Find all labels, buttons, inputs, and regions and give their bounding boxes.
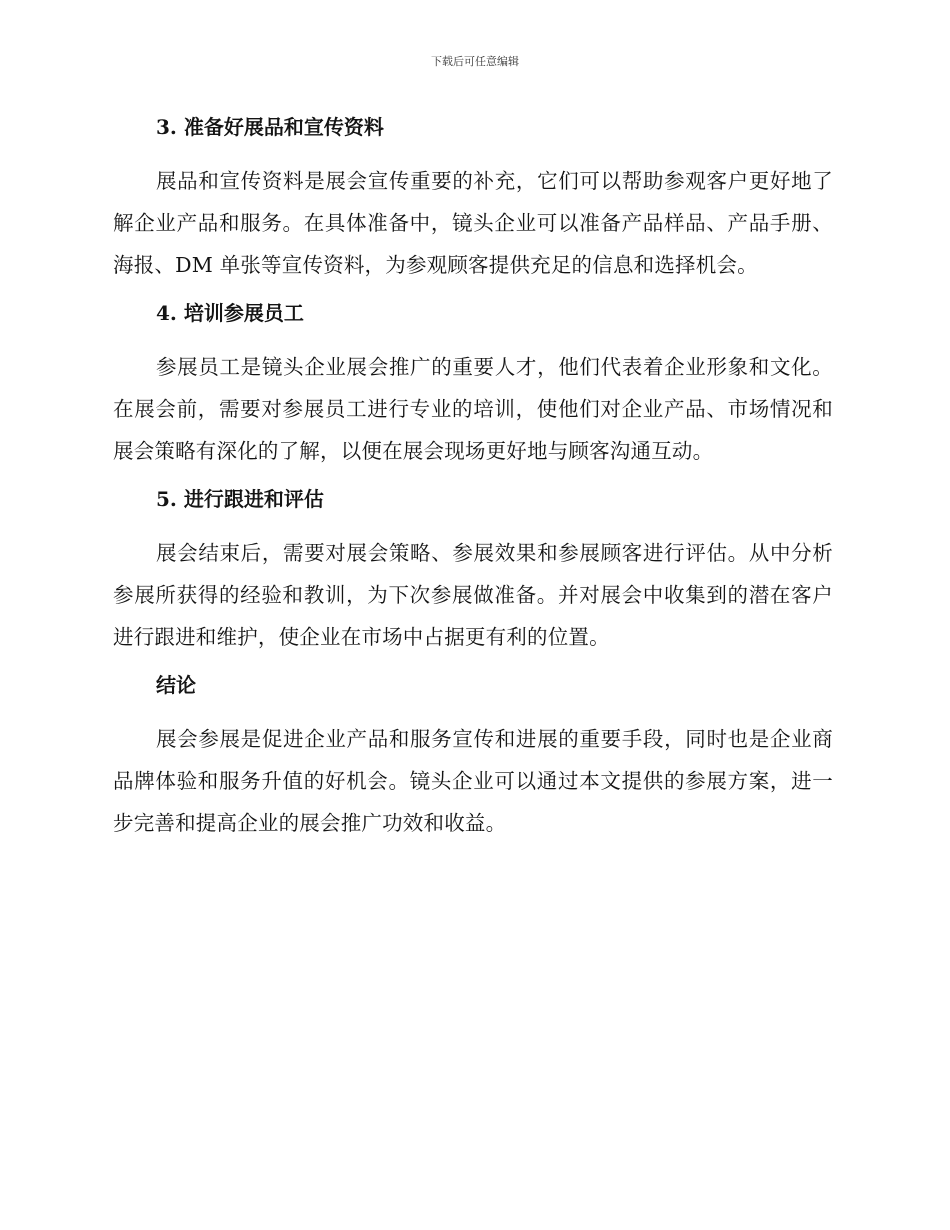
conclusion-paragraph: 展会参展是促进企业产品和服务宣传和进展的重要手段，同时也是企业商品牌体验和服务升值的好机会。镜头企业可以通过本文提供的参展方案，进一步完善和提高企业的展会推广功效和收益。 bbox=[113, 727, 833, 835]
section-heading-5: 5. 进行跟进和评估 bbox=[156, 487, 324, 511]
section-paragraph-5: 展会结束后，需要对展会策略、参展效果和参展顾客进行评估。从中分析参展所获得的经验和教训，为下次参展做准备。并对展会中收集到的潜在客户进行跟进和维护，使企业在市场中占据更有利的位置。 bbox=[113, 541, 833, 649]
document-body bbox=[113, 110, 833, 854]
header-note: 下载后可任意编辑 bbox=[431, 55, 519, 68]
section-heading-4: 4. 培训参展员工 bbox=[156, 301, 304, 325]
section-heading-3: 3. 准备好展品和宣传资料 bbox=[156, 115, 384, 139]
section-paragraph-4: 参展员工是镜头企业展会推广的重要人才，他们代表着企业形象和文化。在展会前，需要对参展员工进行专业的培训，使他们对企业产品、市场情况和展会策略有深化的了解，以便在展会现场更好地与顾客沟通互动。 bbox=[113, 355, 833, 463]
conclusion-heading: 结论 bbox=[156, 673, 196, 697]
section-paragraph-3: 展品和宣传资料是展会宣传重要的补充，它们可以帮助参观客户更好地了解企业产品和服务。在具体准备中，镜头企业可以准备产品样品、产品手册、海报、DM 单张等宣传资料，为参观顾客提供充足的信息和选择机会。 bbox=[113, 169, 833, 277]
